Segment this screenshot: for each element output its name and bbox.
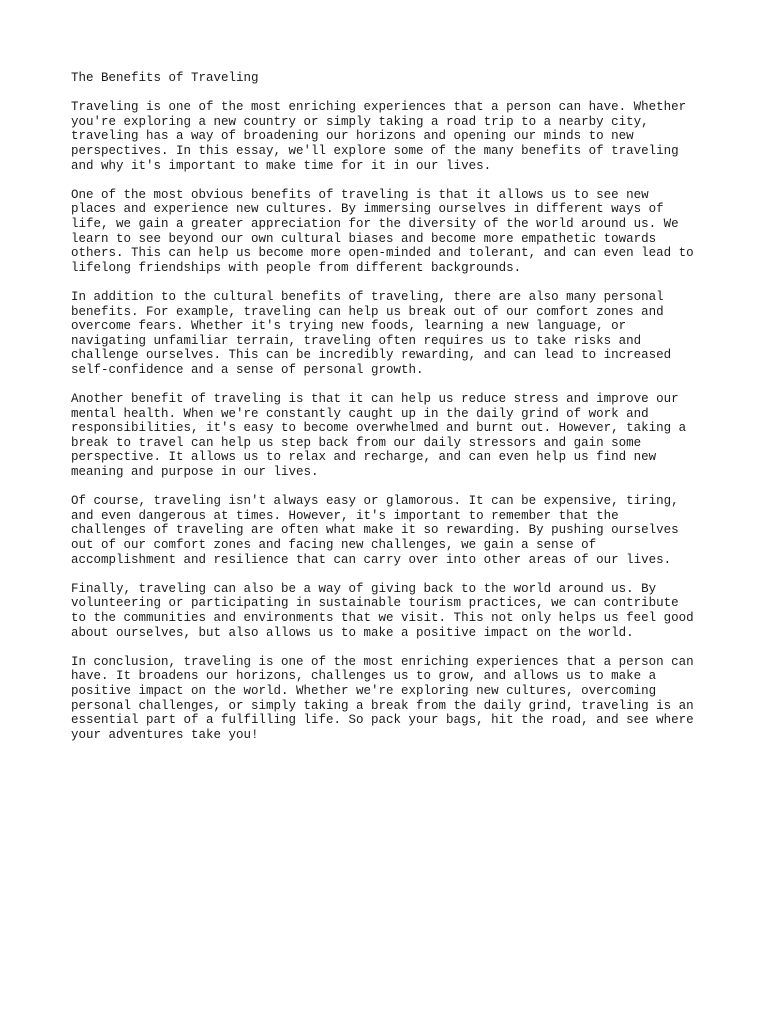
document-body [71, 100, 711, 742]
paragraph-7 [71, 655, 711, 743]
text-line: overcome fears. Whether it's trying new foods, learning a new language, or [71, 319, 627, 334]
text-line: perspectives. In this essay, we'll explore some of the many benefits of traveling [71, 143, 679, 158]
text-line: places and experience new cultures. By immersing ourselves in different ways of [71, 202, 664, 217]
document-page [71, 71, 711, 757]
text-line: learn to see beyond our own cultural biases and become more empathetic towards [71, 231, 657, 246]
text-line: essential part of a fulfilling life. So pack your bags, hit the road, and see where [71, 713, 694, 728]
paragraph-5 [71, 494, 711, 567]
text-line: traveling has a way of broadening our horizons and opening our minds to new [71, 129, 634, 144]
text-line: meaning and purpose in our lives. [71, 465, 319, 480]
text-line: personal challenges, or simply taking a break from the daily grind, traveling is an [71, 698, 694, 713]
paragraph-4 [71, 392, 711, 480]
text-line: benefits. For example, traveling can help us break out of our comfort zones and [71, 304, 664, 319]
paragraph-2 [71, 188, 711, 276]
text-line: about ourselves, but also allows us to make a positive impact on the world. [71, 625, 634, 640]
text-line: you're exploring a new country or simply taking a road trip to a nearby city, [71, 114, 649, 129]
text-line: self-confidence and a sense of personal growth. [71, 362, 424, 377]
text-line: challenges of traveling are often what make it so rewarding. By pushing ourselves [71, 523, 679, 538]
text-line: life, we gain a greater appreciation for the diversity of the world around us. We [71, 216, 679, 231]
text-line: positive impact on the world. Whether we're exploring new cultures, overcoming [71, 683, 657, 698]
text-line: Another benefit of traveling is that it can help us reduce stress and improve our [71, 392, 679, 407]
text-line: Of course, traveling isn't always easy or glamorous. It can be expensive, tiring, [71, 494, 679, 509]
text-line: break to travel can help us step back from our daily stressors and gain some [71, 435, 642, 450]
text-line: Finally, traveling can also be a way of giving back to the world around us. By [71, 581, 657, 596]
text-line: out of our comfort zones and facing new challenges, we gain a sense of [71, 538, 597, 552]
text-line: have. It broadens our horizons, challenges us to grow, and allows us to make a [71, 669, 657, 684]
text-line: volunteering or participating in sustainable tourism practices, we can contribute [71, 596, 679, 611]
text-line: and why it's important to make time for it in our lives. [71, 158, 492, 173]
document-title: The Benefits of Traveling [71, 71, 259, 85]
text-line: In addition to the cultural benefits of traveling, there are also many personal [71, 289, 664, 304]
text-line: others. This can help us become more open-minded and tolerant, and can even lead to [71, 246, 694, 261]
text-line: challenge ourselves. This can be incredibly rewarding, and can lead to increased [71, 348, 672, 363]
text-line: to the communities and environments that we visit. This not only helps us feel good [71, 610, 694, 625]
text-line: mental health. When we're constantly caught up in the daily grind of work and [71, 406, 649, 421]
text-line: perspective. It allows us to relax and recharge, and can even help us find new [71, 450, 657, 465]
text-line: and even dangerous at times. However, it's important to remember that the [71, 508, 619, 523]
text-line: In conclusion, traveling is one of the most enriching experiences that a person can [71, 654, 694, 669]
paragraph-3 [71, 290, 711, 378]
text-line: One of the most obvious benefits of traveling is that it allows us to see new [71, 187, 649, 202]
text-line: responsibilities, it's easy to become overwhelmed and burnt out. However, taking a [71, 421, 687, 436]
paragraph-6 [71, 582, 711, 640]
text-line: navigating unfamiliar terrain, traveling often requires us to take risks and [71, 333, 642, 348]
text-line: lifelong friendships with people from different backgrounds. [71, 260, 522, 275]
text-line: Traveling is one of the most enriching experiences that a person can have. Whether [71, 100, 687, 115]
paragraph-1 [71, 100, 711, 173]
text-line: your adventures take you! [71, 727, 259, 742]
text-line: accomplishment and resilience that can carry over into other areas of our lives. [71, 552, 672, 567]
